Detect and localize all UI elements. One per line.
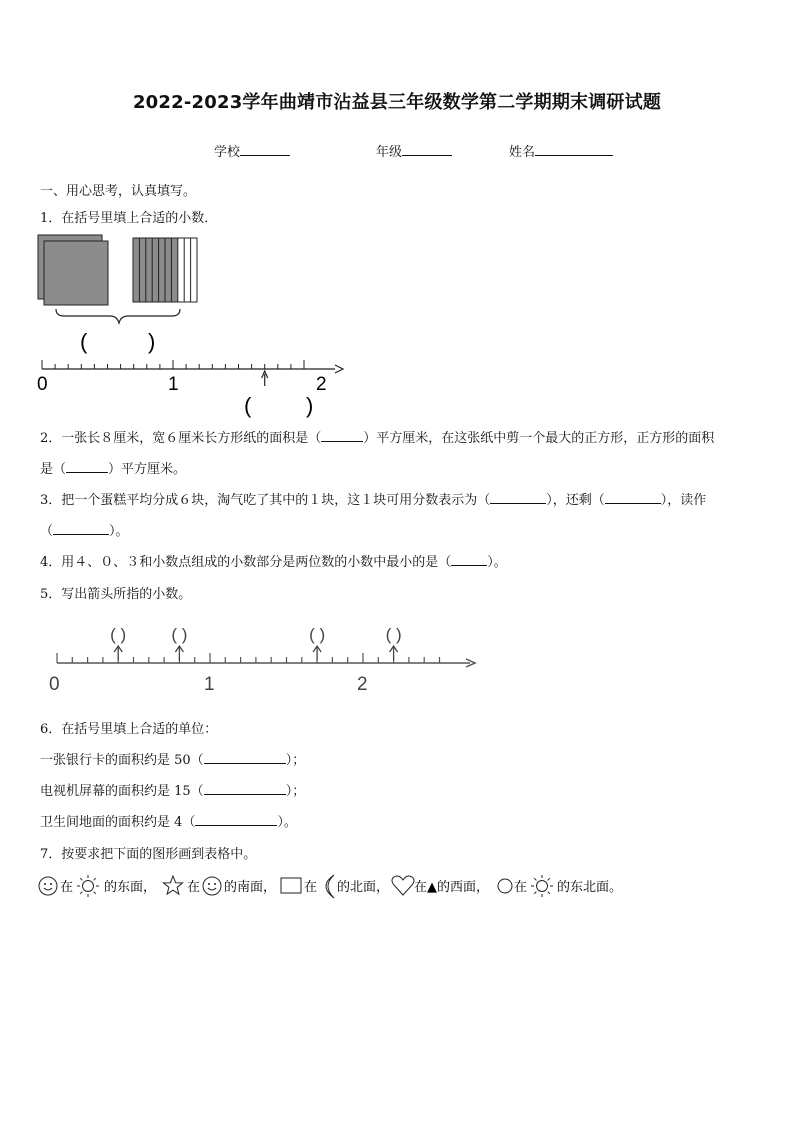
q2-text-a: 2．一张长８厘米，宽６厘米长方形纸的面积是（ [40,431,322,446]
q5-answer-paren-1: ( ) [110,625,127,644]
q7-zai-4: 在 [414,880,428,895]
q1-text: 1．在括号里填上合适的小数． [40,211,218,226]
q1-axis-label-0: 0 [37,374,48,395]
q7-zai-3: 在 [304,880,318,895]
q1-axis-label-1: 1 [168,374,179,395]
q6-item-1-text: 一张银行卡的面积约是 50（ [40,753,204,768]
sun-icon [77,875,99,897]
q3-text-a: 3．把一个蛋糕平均分成６块，淘气吃了其中的１块，这１块可用分数表示为（ [40,493,491,508]
q5-arrow-4 [390,646,398,660]
q6-item-3-text: 卫生间地面的面积约是 4（ [40,815,196,830]
q1-answer-paren-close: ) [306,393,314,418]
q7-north-text: 的北面， [337,880,390,895]
rectangle-icon [281,878,301,893]
q6-item-3 [40,811,297,830]
q5-axis-label-2: 2 [357,674,368,695]
q5-arrow-3 [313,646,321,660]
q6-answer-blank-2[interactable] [204,782,286,795]
moon-icon [326,875,334,898]
q7-shapes-row [0,872,794,902]
name-label: 姓名 [509,145,536,160]
q3-text-c: ），读作 [660,493,707,508]
q6-answer-blank-1[interactable] [204,751,286,764]
grade-label: 年级 [376,145,403,160]
page-title: 2022-2023学年曲靖市沾益县三年级数学第二学期期末调研试题 [132,92,662,113]
q2-text-d: ）平方厘米。 [108,462,187,477]
circle-icon [498,879,512,893]
q3-text-d: （ [40,524,54,539]
q6-item-3-end: ）。 [277,815,297,830]
q5-axis-label-0: 0 [49,674,60,695]
q7-south-text: 的南面， [224,880,277,895]
q7-zai-5: 在 [514,880,528,895]
q5-number-line [57,653,475,667]
q5-answer-paren-3: ( ) [309,625,326,644]
q5-answer-parens [110,625,401,644]
q1-answer-paren-open: ( [244,393,252,418]
q5-arrow-2 [175,646,183,660]
section-heading: 一、用心思考，认真填写。 [40,184,197,199]
q1-paren-open: ( [80,329,88,354]
q6-item-1 [40,749,305,768]
q2-text-c: 是（ [40,462,67,477]
q7-east-text: 的东面， [104,880,157,895]
q5-answer-paren-2: ( ) [171,625,188,644]
q6-item-2 [40,780,305,799]
q4-text-b: ）。 [487,555,507,570]
q5-answer-paren-4: ( ) [385,625,402,644]
smiley-icon [39,877,57,895]
star-icon [164,876,183,894]
heart-icon [392,876,414,895]
q7-west-text: ▲的西面， [427,880,489,895]
q5-axis-label-1: 1 [204,674,215,695]
q7-zai-1: 在 [60,880,74,895]
q7-northeast-text: 的东北面。 [557,880,623,895]
q7-text: 7．按要求把下面的图形画到表格中。 [40,847,257,862]
q5-arrow-1 [114,646,122,660]
q4-text-a: 4．用４、０、３和小数点组成的小数部分是两位数的小数中最小的是（ [40,555,452,570]
q7-zai-2: 在 [187,880,201,895]
sun-icon-2 [531,875,553,897]
q6-item-1-end: ）； [285,753,306,768]
q2-text-b: ）平方厘米，在这张纸中剪一个最大的正方形，正方形的面积 [363,431,715,446]
q5-text: 5．写出箭头所指的小数。 [40,587,192,602]
q6-item-2-text: 电视机屏幕的面积约是 15（ [40,784,204,799]
school-label: 学校 [214,145,241,160]
q6-item-2-end: ）； [285,784,306,799]
q6-text: 6．在括号里填上合适的单位： [40,722,218,737]
smiley-icon-2 [203,877,221,895]
q1-paren-close: ) [148,329,156,354]
q6-answer-blank-3[interactable] [195,813,277,826]
q3-text-b: ），还剩（ [546,493,605,508]
q3-text-e: ）。 [109,524,129,539]
q1-axis-label-2: 2 [316,374,327,395]
